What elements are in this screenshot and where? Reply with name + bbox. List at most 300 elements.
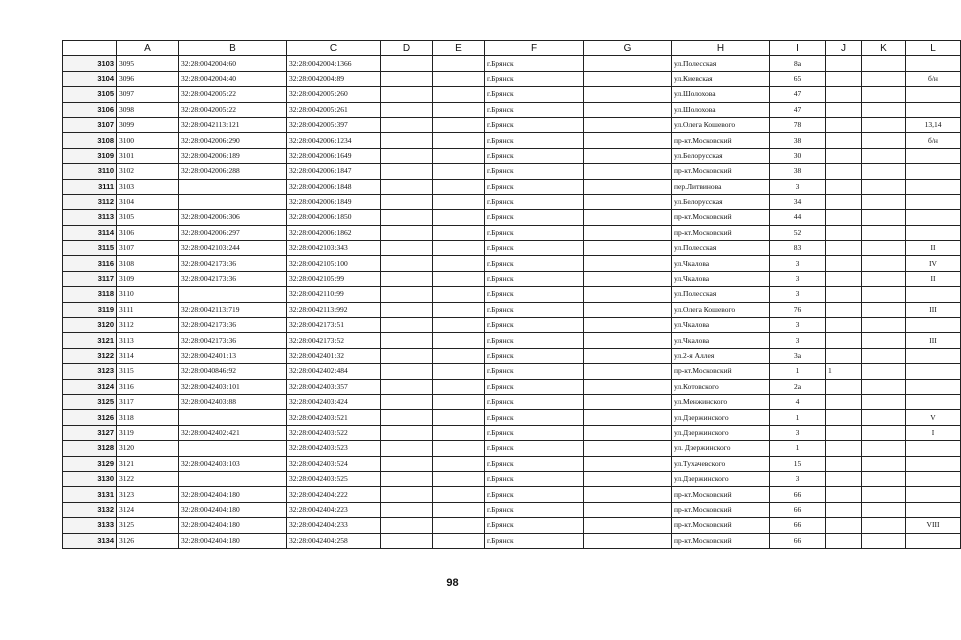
cell-e[interactable] bbox=[433, 318, 485, 333]
cell-j[interactable] bbox=[826, 271, 862, 286]
cell-b[interactable]: 32:28:0042404:180 bbox=[179, 487, 287, 502]
cell-j[interactable] bbox=[826, 102, 862, 117]
cell-g[interactable] bbox=[584, 410, 672, 425]
cell-k[interactable] bbox=[862, 364, 906, 379]
cell-h[interactable]: ул.2-я Аллея bbox=[672, 348, 770, 363]
cell-c[interactable]: 32:28:0042110:99 bbox=[287, 287, 381, 302]
cell-h[interactable]: пр-кт.Московский bbox=[672, 502, 770, 517]
cell-f[interactable]: г.Брянск bbox=[485, 256, 584, 271]
cell-g[interactable] bbox=[584, 102, 672, 117]
cell-c[interactable]: 32:28:0042006:1847 bbox=[287, 164, 381, 179]
cell-j[interactable] bbox=[826, 471, 862, 486]
cell-g[interactable] bbox=[584, 225, 672, 240]
cell-c[interactable]: 32:28:0042173:51 bbox=[287, 318, 381, 333]
cell-c[interactable]: 32:28:0042404:233 bbox=[287, 518, 381, 533]
cell-l[interactable]: VIII bbox=[906, 518, 961, 533]
cell-a[interactable]: 3115 bbox=[117, 364, 179, 379]
cell-g[interactable] bbox=[584, 117, 672, 132]
cell-k[interactable] bbox=[862, 271, 906, 286]
cell-k[interactable] bbox=[862, 87, 906, 102]
cell-f[interactable]: г.Брянск bbox=[485, 148, 584, 163]
cell-l[interactable]: IV bbox=[906, 256, 961, 271]
cell-b[interactable]: 32:28:0042103:244 bbox=[179, 241, 287, 256]
cell-k[interactable] bbox=[862, 441, 906, 456]
cell-g[interactable] bbox=[584, 287, 672, 302]
cell-e[interactable] bbox=[433, 348, 485, 363]
cell-f[interactable]: г.Брянск bbox=[485, 164, 584, 179]
cell-i[interactable]: 3а bbox=[770, 348, 826, 363]
cell-c[interactable]: 32:28:0042113:992 bbox=[287, 302, 381, 317]
cell-f[interactable]: г.Брянск bbox=[485, 487, 584, 502]
cell-j[interactable] bbox=[826, 117, 862, 132]
cell-b[interactable]: 32:28:0042401:13 bbox=[179, 348, 287, 363]
cell-g[interactable] bbox=[584, 441, 672, 456]
row-number[interactable]: 3108 bbox=[63, 133, 117, 148]
cell-h[interactable]: ул.Олега Кошевого bbox=[672, 302, 770, 317]
cell-g[interactable] bbox=[584, 533, 672, 548]
cell-k[interactable] bbox=[862, 56, 906, 71]
cell-h[interactable]: ул.Олега Кошевого bbox=[672, 117, 770, 132]
cell-f[interactable]: г.Брянск bbox=[485, 348, 584, 363]
cell-e[interactable] bbox=[433, 456, 485, 471]
cell-j[interactable] bbox=[826, 133, 862, 148]
cell-k[interactable] bbox=[862, 241, 906, 256]
cell-d[interactable] bbox=[381, 379, 433, 394]
cell-f[interactable]: г.Брянск bbox=[485, 364, 584, 379]
cell-g[interactable] bbox=[584, 256, 672, 271]
cell-g[interactable] bbox=[584, 379, 672, 394]
cell-f[interactable]: г.Брянск bbox=[485, 533, 584, 548]
cell-c[interactable]: 32:28:0042404:223 bbox=[287, 502, 381, 517]
cell-k[interactable] bbox=[862, 533, 906, 548]
cell-f[interactable]: г.Брянск bbox=[485, 241, 584, 256]
row-number[interactable]: 3130 bbox=[63, 471, 117, 486]
cell-k[interactable] bbox=[862, 502, 906, 517]
column-header-a[interactable]: A bbox=[117, 41, 179, 56]
cell-b[interactable]: 32:28:0042402:421 bbox=[179, 425, 287, 440]
cell-c[interactable]: 32:28:0042401:32 bbox=[287, 348, 381, 363]
cell-i[interactable]: 4 bbox=[770, 394, 826, 409]
cell-j[interactable] bbox=[826, 502, 862, 517]
cell-h[interactable]: ул.Белорусская bbox=[672, 194, 770, 209]
cell-g[interactable] bbox=[584, 56, 672, 71]
cell-l[interactable] bbox=[906, 318, 961, 333]
cell-h[interactable]: ул.Белорусская bbox=[672, 148, 770, 163]
cell-a[interactable]: 3103 bbox=[117, 179, 179, 194]
cell-d[interactable] bbox=[381, 194, 433, 209]
cell-i[interactable]: 15 bbox=[770, 456, 826, 471]
cell-b[interactable]: 32:28:0042173:36 bbox=[179, 318, 287, 333]
cell-b[interactable]: 32:28:0042006:288 bbox=[179, 164, 287, 179]
row-number[interactable]: 3109 bbox=[63, 148, 117, 163]
cell-j[interactable] bbox=[826, 56, 862, 71]
cell-c[interactable]: 32:28:0042402:484 bbox=[287, 364, 381, 379]
cell-a[interactable]: 3109 bbox=[117, 271, 179, 286]
cell-a[interactable]: 3102 bbox=[117, 164, 179, 179]
cell-d[interactable] bbox=[381, 394, 433, 409]
cell-c[interactable]: 32:28:0042004:89 bbox=[287, 71, 381, 86]
cell-h[interactable]: ул. Дзержинского bbox=[672, 441, 770, 456]
cell-b[interactable]: 32:28:0042403:101 bbox=[179, 379, 287, 394]
cell-a[interactable]: 3095 bbox=[117, 56, 179, 71]
cell-j[interactable] bbox=[826, 256, 862, 271]
cell-f[interactable]: г.Брянск bbox=[485, 518, 584, 533]
cell-d[interactable] bbox=[381, 71, 433, 86]
cell-e[interactable] bbox=[433, 225, 485, 240]
cell-k[interactable] bbox=[862, 348, 906, 363]
cell-h[interactable]: ул.Дзержинского bbox=[672, 425, 770, 440]
cell-k[interactable] bbox=[862, 133, 906, 148]
cell-d[interactable] bbox=[381, 287, 433, 302]
cell-f[interactable]: г.Брянск bbox=[485, 179, 584, 194]
cell-j[interactable] bbox=[826, 518, 862, 533]
cell-l[interactable] bbox=[906, 194, 961, 209]
cell-d[interactable] bbox=[381, 148, 433, 163]
cell-c[interactable]: 32:28:0042006:1234 bbox=[287, 133, 381, 148]
cell-b[interactable] bbox=[179, 471, 287, 486]
row-number[interactable]: 3112 bbox=[63, 194, 117, 209]
cell-l[interactable] bbox=[906, 56, 961, 71]
cell-h[interactable]: ул.Менжинского bbox=[672, 394, 770, 409]
column-header-k[interactable]: K bbox=[862, 41, 906, 56]
row-number[interactable]: 3122 bbox=[63, 348, 117, 363]
cell-a[interactable]: 3117 bbox=[117, 394, 179, 409]
cell-c[interactable]: 32:28:0042173:52 bbox=[287, 333, 381, 348]
cell-h[interactable]: пр-кт.Московский bbox=[672, 164, 770, 179]
row-number[interactable]: 3123 bbox=[63, 364, 117, 379]
cell-j[interactable] bbox=[826, 179, 862, 194]
cell-f[interactable]: г.Брянск bbox=[485, 502, 584, 517]
cell-e[interactable] bbox=[433, 302, 485, 317]
cell-i[interactable]: 47 bbox=[770, 87, 826, 102]
cell-f[interactable]: г.Брянск bbox=[485, 394, 584, 409]
cell-e[interactable] bbox=[433, 133, 485, 148]
cell-k[interactable] bbox=[862, 333, 906, 348]
cell-i[interactable]: 47 bbox=[770, 102, 826, 117]
cell-a[interactable]: 3108 bbox=[117, 256, 179, 271]
cell-k[interactable] bbox=[862, 518, 906, 533]
cell-e[interactable] bbox=[433, 394, 485, 409]
cell-c[interactable]: 32:28:0042005:261 bbox=[287, 102, 381, 117]
cell-a[interactable]: 3107 bbox=[117, 241, 179, 256]
cell-j[interactable] bbox=[826, 318, 862, 333]
cell-b[interactable]: 32:28:0042113:719 bbox=[179, 302, 287, 317]
cell-b[interactable]: 32:28:0042005:22 bbox=[179, 87, 287, 102]
cell-c[interactable]: 32:28:0042006:1862 bbox=[287, 225, 381, 240]
cell-e[interactable] bbox=[433, 379, 485, 394]
cell-a[interactable]: 3098 bbox=[117, 102, 179, 117]
cell-j[interactable] bbox=[826, 394, 862, 409]
cell-e[interactable] bbox=[433, 210, 485, 225]
cell-f[interactable]: г.Брянск bbox=[485, 333, 584, 348]
cell-k[interactable] bbox=[862, 164, 906, 179]
row-number[interactable]: 3117 bbox=[63, 271, 117, 286]
cell-g[interactable] bbox=[584, 241, 672, 256]
cell-c[interactable]: 32:28:0042103:343 bbox=[287, 241, 381, 256]
cell-l[interactable] bbox=[906, 502, 961, 517]
cell-e[interactable] bbox=[433, 333, 485, 348]
cell-b[interactable]: 32:28:0042173:36 bbox=[179, 333, 287, 348]
cell-g[interactable] bbox=[584, 487, 672, 502]
cell-k[interactable] bbox=[862, 194, 906, 209]
row-number[interactable]: 3106 bbox=[63, 102, 117, 117]
cell-f[interactable]: г.Брянск bbox=[485, 71, 584, 86]
cell-e[interactable] bbox=[433, 87, 485, 102]
cell-f[interactable]: г.Брянск bbox=[485, 210, 584, 225]
cell-c[interactable]: 32:28:0042004:1366 bbox=[287, 56, 381, 71]
cell-g[interactable] bbox=[584, 318, 672, 333]
row-number[interactable]: 3113 bbox=[63, 210, 117, 225]
cell-e[interactable] bbox=[433, 502, 485, 517]
cell-j[interactable] bbox=[826, 148, 862, 163]
cell-i[interactable]: 30 bbox=[770, 148, 826, 163]
cell-b[interactable]: 32:28:0042006:189 bbox=[179, 148, 287, 163]
cell-f[interactable]: г.Брянск bbox=[485, 225, 584, 240]
cell-a[interactable]: 3101 bbox=[117, 148, 179, 163]
cell-e[interactable] bbox=[433, 241, 485, 256]
cell-i[interactable]: 2а bbox=[770, 379, 826, 394]
cell-f[interactable]: г.Брянск bbox=[485, 456, 584, 471]
cell-b[interactable] bbox=[179, 179, 287, 194]
cell-j[interactable] bbox=[826, 287, 862, 302]
cell-d[interactable] bbox=[381, 87, 433, 102]
cell-k[interactable] bbox=[862, 318, 906, 333]
cell-j[interactable] bbox=[826, 425, 862, 440]
cell-c[interactable]: 32:28:0042403:522 bbox=[287, 425, 381, 440]
cell-k[interactable] bbox=[862, 179, 906, 194]
cell-k[interactable] bbox=[862, 379, 906, 394]
cell-e[interactable] bbox=[433, 164, 485, 179]
cell-e[interactable] bbox=[433, 441, 485, 456]
cell-c[interactable]: 32:28:0042005:397 bbox=[287, 117, 381, 132]
cell-l[interactable]: III bbox=[906, 333, 961, 348]
cell-b[interactable]: 32:28:0042005:22 bbox=[179, 102, 287, 117]
cell-f[interactable]: г.Брянск bbox=[485, 102, 584, 117]
corner-header[interactable] bbox=[63, 41, 117, 56]
cell-f[interactable]: г.Брянск bbox=[485, 318, 584, 333]
cell-e[interactable] bbox=[433, 179, 485, 194]
cell-g[interactable] bbox=[584, 456, 672, 471]
cell-j[interactable] bbox=[826, 241, 862, 256]
cell-f[interactable]: г.Брянск bbox=[485, 117, 584, 132]
cell-l[interactable]: б/н bbox=[906, 133, 961, 148]
cell-l[interactable] bbox=[906, 179, 961, 194]
cell-i[interactable]: 1 bbox=[770, 410, 826, 425]
cell-g[interactable] bbox=[584, 179, 672, 194]
cell-g[interactable] bbox=[584, 210, 672, 225]
cell-d[interactable] bbox=[381, 518, 433, 533]
cell-a[interactable]: 3119 bbox=[117, 425, 179, 440]
cell-i[interactable]: 3 bbox=[770, 333, 826, 348]
row-number[interactable]: 3115 bbox=[63, 241, 117, 256]
cell-g[interactable] bbox=[584, 148, 672, 163]
cell-l[interactable] bbox=[906, 379, 961, 394]
cell-i[interactable]: 1 bbox=[770, 364, 826, 379]
cell-b[interactable]: 32:28:0042404:180 bbox=[179, 502, 287, 517]
row-number[interactable]: 3133 bbox=[63, 518, 117, 533]
cell-e[interactable] bbox=[433, 425, 485, 440]
cell-l[interactable] bbox=[906, 148, 961, 163]
cell-b[interactable]: 32:28:0042403:103 bbox=[179, 456, 287, 471]
row-number[interactable]: 3110 bbox=[63, 164, 117, 179]
cell-e[interactable] bbox=[433, 194, 485, 209]
cell-d[interactable] bbox=[381, 302, 433, 317]
cell-a[interactable]: 3105 bbox=[117, 210, 179, 225]
cell-b[interactable] bbox=[179, 441, 287, 456]
cell-a[interactable]: 3120 bbox=[117, 441, 179, 456]
cell-k[interactable] bbox=[862, 410, 906, 425]
cell-c[interactable]: 32:28:0042404:222 bbox=[287, 487, 381, 502]
cell-k[interactable] bbox=[862, 487, 906, 502]
cell-l[interactable]: III bbox=[906, 302, 961, 317]
cell-i[interactable]: 83 bbox=[770, 241, 826, 256]
cell-a[interactable]: 3100 bbox=[117, 133, 179, 148]
cell-j[interactable] bbox=[826, 533, 862, 548]
cell-d[interactable] bbox=[381, 164, 433, 179]
cell-d[interactable] bbox=[381, 225, 433, 240]
cell-l[interactable] bbox=[906, 287, 961, 302]
cell-g[interactable] bbox=[584, 271, 672, 286]
cell-i[interactable]: 76 bbox=[770, 302, 826, 317]
cell-d[interactable] bbox=[381, 133, 433, 148]
cell-f[interactable]: г.Брянск bbox=[485, 56, 584, 71]
cell-e[interactable] bbox=[433, 56, 485, 71]
cell-a[interactable]: 3126 bbox=[117, 533, 179, 548]
cell-l[interactable] bbox=[906, 471, 961, 486]
row-number[interactable]: 3126 bbox=[63, 410, 117, 425]
cell-h[interactable]: ул.Киевская bbox=[672, 71, 770, 86]
cell-k[interactable] bbox=[862, 287, 906, 302]
cell-e[interactable] bbox=[433, 71, 485, 86]
cell-g[interactable] bbox=[584, 518, 672, 533]
cell-g[interactable] bbox=[584, 471, 672, 486]
cell-l[interactable] bbox=[906, 364, 961, 379]
cell-c[interactable]: 32:28:0042403:521 bbox=[287, 410, 381, 425]
cell-c[interactable]: 32:28:0042105:99 bbox=[287, 271, 381, 286]
cell-l[interactable] bbox=[906, 102, 961, 117]
cell-h[interactable]: ул.Шолохова bbox=[672, 102, 770, 117]
cell-d[interactable] bbox=[381, 410, 433, 425]
cell-b[interactable]: 32:28:0042113:121 bbox=[179, 117, 287, 132]
cell-i[interactable]: 3 bbox=[770, 287, 826, 302]
cell-a[interactable]: 3112 bbox=[117, 318, 179, 333]
column-header-d[interactable]: D bbox=[381, 41, 433, 56]
cell-l[interactable] bbox=[906, 348, 961, 363]
cell-b[interactable] bbox=[179, 410, 287, 425]
cell-f[interactable]: г.Брянск bbox=[485, 379, 584, 394]
row-number[interactable]: 3105 bbox=[63, 87, 117, 102]
cell-l[interactable] bbox=[906, 164, 961, 179]
cell-j[interactable] bbox=[826, 302, 862, 317]
cell-b[interactable]: 32:28:0042404:180 bbox=[179, 533, 287, 548]
cell-i[interactable]: 3 bbox=[770, 256, 826, 271]
cell-d[interactable] bbox=[381, 241, 433, 256]
row-number[interactable]: 3129 bbox=[63, 456, 117, 471]
row-number[interactable]: 3132 bbox=[63, 502, 117, 517]
row-number[interactable]: 3121 bbox=[63, 333, 117, 348]
cell-c[interactable]: 32:28:0042403:424 bbox=[287, 394, 381, 409]
cell-j[interactable]: 1 bbox=[826, 364, 862, 379]
row-number[interactable]: 3127 bbox=[63, 425, 117, 440]
cell-i[interactable]: 65 bbox=[770, 71, 826, 86]
cell-d[interactable] bbox=[381, 318, 433, 333]
cell-d[interactable] bbox=[381, 117, 433, 132]
cell-b[interactable] bbox=[179, 194, 287, 209]
cell-a[interactable]: 3124 bbox=[117, 502, 179, 517]
cell-h[interactable]: ул.Дзержинского bbox=[672, 471, 770, 486]
cell-l[interactable]: V bbox=[906, 410, 961, 425]
cell-h[interactable]: пр-кт.Московский bbox=[672, 225, 770, 240]
row-number[interactable]: 3120 bbox=[63, 318, 117, 333]
cell-b[interactable]: 32:28:0042004:60 bbox=[179, 56, 287, 71]
cell-b[interactable]: 32:28:0042173:36 bbox=[179, 271, 287, 286]
cell-i[interactable]: 34 bbox=[770, 194, 826, 209]
cell-j[interactable] bbox=[826, 333, 862, 348]
cell-d[interactable] bbox=[381, 179, 433, 194]
cell-a[interactable]: 3104 bbox=[117, 194, 179, 209]
cell-d[interactable] bbox=[381, 333, 433, 348]
cell-f[interactable]: г.Брянск bbox=[485, 302, 584, 317]
cell-f[interactable]: г.Брянск bbox=[485, 441, 584, 456]
cell-c[interactable]: 32:28:0042403:357 bbox=[287, 379, 381, 394]
cell-i[interactable]: 66 bbox=[770, 518, 826, 533]
row-number[interactable]: 3128 bbox=[63, 441, 117, 456]
cell-g[interactable] bbox=[584, 194, 672, 209]
cell-c[interactable]: 32:28:0042403:524 bbox=[287, 456, 381, 471]
cell-c[interactable]: 32:28:0042404:258 bbox=[287, 533, 381, 548]
cell-j[interactable] bbox=[826, 164, 862, 179]
cell-h[interactable]: ул.Чкалова bbox=[672, 256, 770, 271]
cell-d[interactable] bbox=[381, 364, 433, 379]
cell-i[interactable]: 3 bbox=[770, 179, 826, 194]
cell-f[interactable]: г.Брянск bbox=[485, 471, 584, 486]
row-number[interactable]: 3134 bbox=[63, 533, 117, 548]
column-header-h[interactable]: H bbox=[672, 41, 770, 56]
cell-c[interactable]: 32:28:0042006:1649 bbox=[287, 148, 381, 163]
column-header-c[interactable]: C bbox=[287, 41, 381, 56]
cell-i[interactable]: 44 bbox=[770, 210, 826, 225]
row-number[interactable]: 3125 bbox=[63, 394, 117, 409]
cell-e[interactable] bbox=[433, 256, 485, 271]
cell-i[interactable]: 3 bbox=[770, 271, 826, 286]
row-number[interactable]: 3124 bbox=[63, 379, 117, 394]
cell-g[interactable] bbox=[584, 164, 672, 179]
column-header-l[interactable]: L bbox=[906, 41, 961, 56]
cell-d[interactable] bbox=[381, 502, 433, 517]
cell-e[interactable] bbox=[433, 410, 485, 425]
cell-k[interactable] bbox=[862, 302, 906, 317]
cell-i[interactable]: 66 bbox=[770, 502, 826, 517]
cell-h[interactable]: пр-кт.Московский bbox=[672, 210, 770, 225]
cell-i[interactable]: 38 bbox=[770, 164, 826, 179]
cell-d[interactable] bbox=[381, 271, 433, 286]
column-header-j[interactable]: J bbox=[826, 41, 862, 56]
cell-a[interactable]: 3118 bbox=[117, 410, 179, 425]
cell-h[interactable]: пр-кт.Московский bbox=[672, 533, 770, 548]
cell-l[interactable]: I bbox=[906, 425, 961, 440]
cell-i[interactable]: 66 bbox=[770, 487, 826, 502]
cell-k[interactable] bbox=[862, 210, 906, 225]
cell-e[interactable] bbox=[433, 117, 485, 132]
cell-h[interactable]: ул.Тухачевского bbox=[672, 456, 770, 471]
cell-j[interactable] bbox=[826, 456, 862, 471]
cell-d[interactable] bbox=[381, 56, 433, 71]
cell-h[interactable]: ул.Полесская bbox=[672, 241, 770, 256]
row-number[interactable]: 3131 bbox=[63, 487, 117, 502]
cell-h[interactable]: ул.Полесская bbox=[672, 56, 770, 71]
cell-l[interactable]: II bbox=[906, 271, 961, 286]
cell-h[interactable]: пер.Литвинова bbox=[672, 179, 770, 194]
